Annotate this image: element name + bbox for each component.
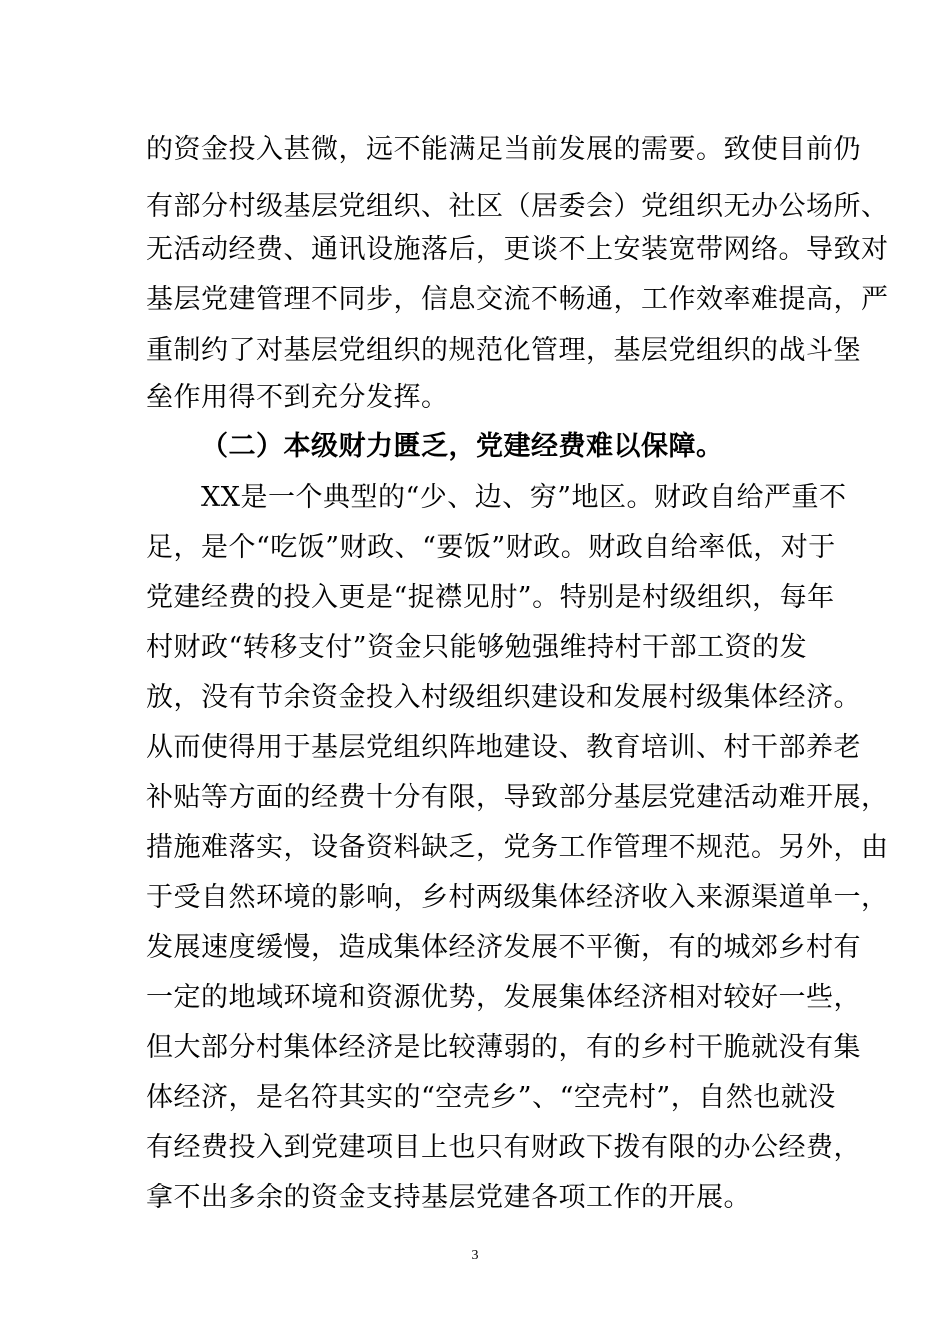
paragraph-line: 从而使得用于基层党组织阵地建设、教育培训、村干部养老: [146, 732, 861, 763]
paragraph-line: 垒作用得不到充分发挥。: [146, 382, 449, 413]
paragraph-line: 村财政“转移支付”资金只能够勉强维持村干部工资的发: [146, 632, 808, 663]
paragraph-line: 但大部分村集体经济是比较薄弱的，有的乡村干脆就没有集: [146, 1032, 861, 1063]
paragraph-line: 拿不出多余的资金支持基层党建各项工作的开展。: [146, 1182, 751, 1213]
paragraph-line: 发展速度缓慢，造成集体经济发展不平衡，有的城郊乡村有: [146, 932, 861, 963]
paragraph-line: 的资金投入甚微，远不能满足当前发展的需要。致使目前仍: [146, 134, 861, 165]
paragraph-line: XX是一个典型的“少、边、穷”地区。财政自给严重不: [201, 482, 847, 513]
paragraph-line: 放，没有节余资金投入村级组织建设和发展村级集体经济。: [146, 682, 861, 713]
paragraph-line: 补贴等方面的经费十分有限，导致部分基层党建活动难开展，: [146, 782, 889, 813]
page-number: 3: [471, 1248, 479, 1263]
paragraph-line: 无活动经费、通讯设施落后，更谈不上安装宽带网络。导致对: [146, 234, 889, 265]
paragraph-line: 措施难落实，设备资料缺乏，党务工作管理不规范。另外，由: [146, 832, 889, 863]
section-heading: （二）本级财力匮乏，党建经费难以保障。: [201, 431, 724, 462]
paragraph-line: 体经济，是名符其实的“空壳乡”、“空壳村”，自然也就没: [146, 1082, 836, 1113]
paragraph-line: 基层党建管理不同步，信息交流不畅通，工作效率难提高，严: [146, 284, 889, 315]
paragraph-line: 有经费投入到党建项目上也只有财政下拨有限的办公经费，: [146, 1132, 861, 1163]
paragraph-line: 于受自然环境的影响，乡村两级集体经济收入来源渠道单一，: [146, 882, 889, 913]
paragraph-line: 一定的地域环境和资源优势，发展集体经济相对较好一些，: [146, 982, 861, 1013]
paragraph-line: 有部分村级基层党组织、社区（居委会）党组织无办公场所、: [146, 191, 889, 222]
paragraph-line: 重制约了对基层党组织的规范化管理，基层党组织的战斗堡: [146, 335, 861, 366]
paragraph-line: 党建经费的投入更是“捉襟见肘”。特别是村级组织，每年: [146, 582, 835, 613]
paragraph-line: 足，是个“吃饭”财政、“要饭”财政。财政自给率低，对于: [146, 532, 836, 563]
